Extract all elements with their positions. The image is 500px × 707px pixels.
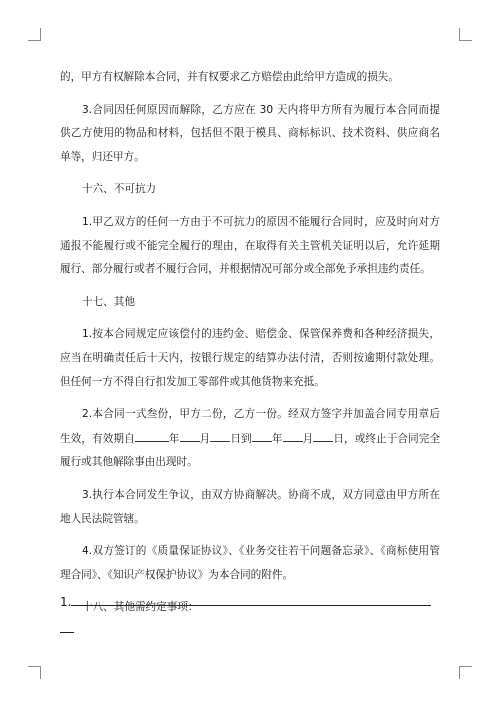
- blank-end-month[interactable]: [283, 427, 303, 442]
- crop-mark-bottom-right: [459, 666, 472, 679]
- document-body: [60, 66, 440, 629]
- paragraph-dispute-resolution: 3.执行本合同发生争议，由双方协商解决。协商不成，双方同意由甲方所在地人民法院管辖。: [60, 488, 440, 525]
- blank-start-day[interactable]: [210, 427, 230, 442]
- paragraph-continuation: 的，甲方有权解除本合同，并有权要求乙方赔偿由此给甲方造成的损失。: [60, 71, 399, 83]
- blank-additional-term-1-continued[interactable]: [60, 632, 74, 633]
- blank-start-year[interactable]: [135, 427, 169, 442]
- crop-mark-top-right: [459, 28, 472, 41]
- blank-end-day[interactable]: [313, 427, 333, 442]
- blank-additional-term-1[interactable]: [71, 592, 431, 606]
- paragraph-force-majeure: 1.甲乙双方的任何一方由于不可抗力的原因不能履行合同时，应及时向对方通报不能履行或不能完全履行的理由，在取得有关主管机关证明以后，允许延期履行、部分履行或者不履行合同，并根据情况可部分或全部免予承担违约责任。: [60, 215, 440, 276]
- crop-mark-top-left: [28, 28, 41, 41]
- paragraph-copies-validity: 2.本合同一式叁份，甲方二份，乙方一份。经双方签字并加盖合同专用章后生效，有效期自 年 月 日到 年 月 日，或终止于合同完全履行或其他解除事由出现时。: [60, 408, 441, 469]
- blank-start-month[interactable]: [180, 427, 200, 442]
- blank-end-year[interactable]: [252, 427, 272, 442]
- crop-mark-bottom-left: [28, 666, 41, 679]
- section-heading-other: 十七、其他: [82, 295, 135, 308]
- section-heading-additional-terms: 十八、其他需约定事项：: [82, 601, 199, 614]
- paragraph-attachments: 4.双方签订的《质量保证协议》、《业务交往若干问题备忘录》、《商标使用管理合同》、《知识产权保护协议》为本合同的附件。: [60, 545, 440, 581]
- section-heading-force-majeure: 十六、不可抗力: [82, 183, 157, 196]
- paragraph-termination-return-items: 3.合同因任何原因而解除，乙方应在 30 天内将甲方所有为履行本合同而提供乙方使用的物品和材料，包括但不限于模具、商标标识、技术资料、供应商名单等，归还甲方。: [60, 103, 440, 163]
- paragraph-penalty-payment: 1.按本合同规定应该偿付的违约金、赔偿金、保管保养费和各种经济损失，应当在明确责任后十天内，按银行规定的结算办法付清，否则按逾期付款处理。但任何一方不得自行扣发加工零部件或其他货物来充抵。: [60, 328, 440, 388]
- additional-term-line-1: [60, 592, 438, 612]
- item-number: 1.: [60, 595, 72, 609]
